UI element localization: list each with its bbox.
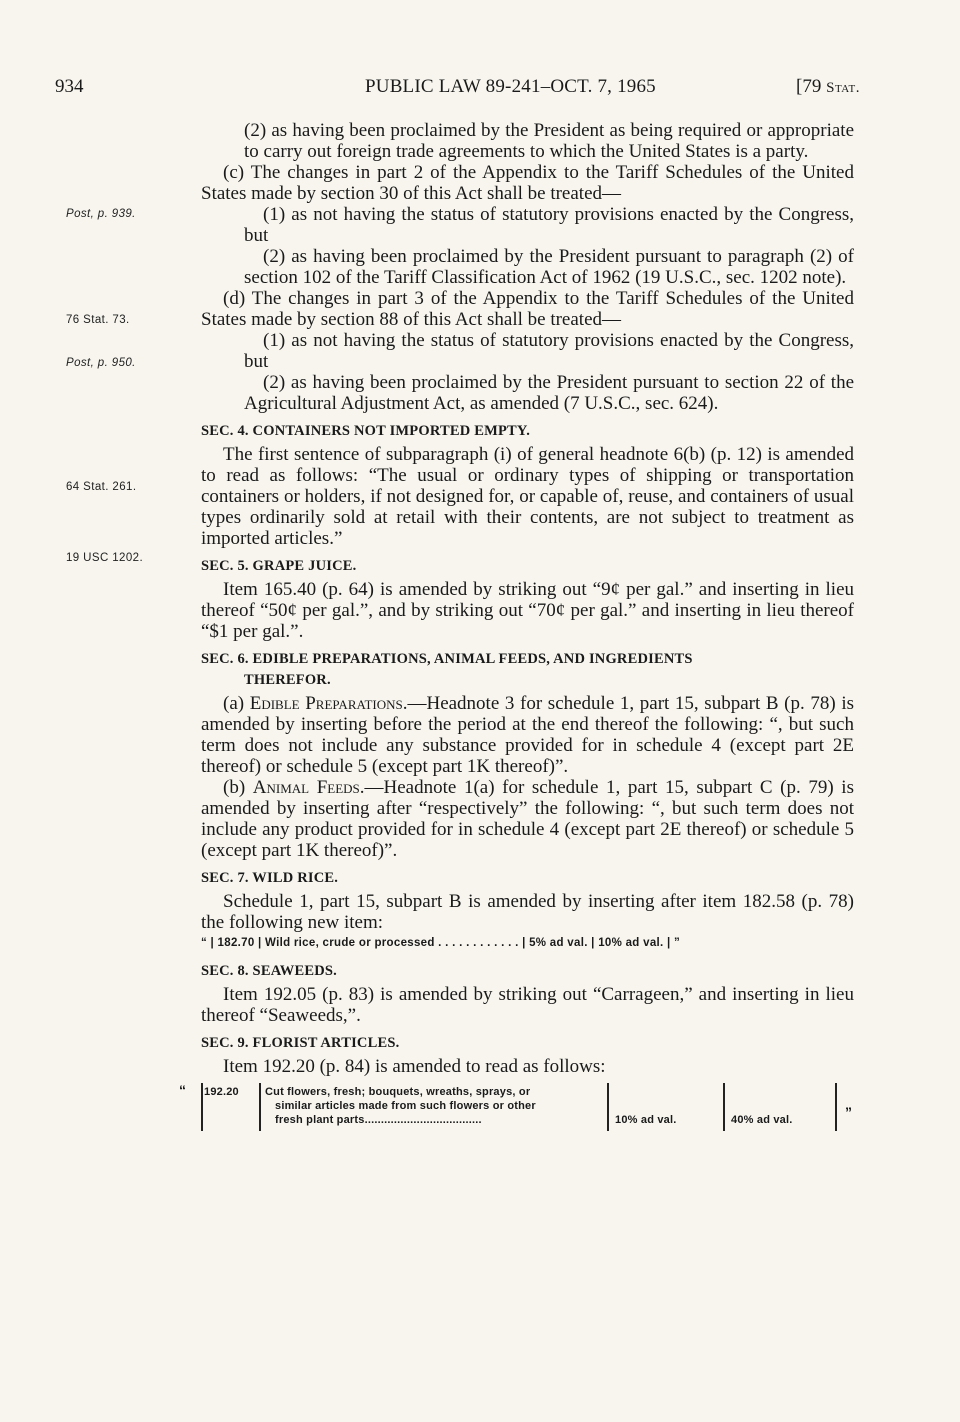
sec5-text: Item 165.40 (p. 64) is amended by striking out “9¢ per gal.” and inserting in lieu thereof “50¢ per gal.”, and by striking out “70¢ per gal.” and inserting in lieu thereof “$1 per gal.”. (201, 579, 854, 642)
margin-note-19-usc: 19 USC 1202. (66, 552, 144, 564)
sec6-a-text: —Headnote 3 for schedule 1, part 15, subpart B (p. 78) is amended by inserting before the period at the end thereof the following: “, but such term does not include any substance provided for in schedule 4 (except part 2E thereof) or schedule 5 (except part 1K thereof)”. (201, 693, 854, 777)
sec6-heading-line2: THEREFOR. (244, 672, 331, 688)
florist-items-table (179, 1082, 854, 1135)
sec8-heading: SEC. 8. SEAWEEDS. (201, 963, 337, 979)
table-rate-column2: 40% ad val. (731, 1114, 793, 1126)
sec6-heading-line1: SEC. 6. EDIBLE PREPARATIONS, ANIMAL FEEDS, AND INGREDIENTS (201, 651, 693, 667)
table-rule (723, 1083, 725, 1131)
sec6-a: (a) Edible Preparations.—Headnote 3 for schedule 1, part 15, subpart B (p. 78) is amended by inserting before the period at the end thereof the following: “, but such term does not include any substance provided for in schedule 4 (except part 2E thereof) or schedule 5 (except part 1K thereof)”. (201, 693, 854, 777)
paragraph-d-1: (1) as not having the status of statutory provisions enacted by the Congress, but (244, 330, 854, 372)
paragraph-c: (c) The changes in part 2 of the Appendix to the Tariff Schedules of the United States made by section 30 of this Act shall be treated— (201, 162, 854, 204)
table-item-number: 192.20 (204, 1086, 239, 1098)
body-text (179, 120, 854, 1135)
table-close-quote: ” (845, 1104, 853, 1120)
paragraph-d: (d) The changes in part 3 of the Appendix to the Tariff Schedules of the United States made by section 88 of this Act shall be treated— (201, 288, 854, 330)
sec6-b: (b) Animal Feeds.—Headnote 1(a) for schedule 1, part 15, subpart C (p. 79) is amended by inserting after “respectively” the following: “, but such term does not include any product provided for in schedule 4 (except part 2E thereof) or schedule 5 (except part 1K thereof)”. (201, 777, 854, 861)
table-rule (607, 1083, 609, 1131)
margin-note-post-939: Post, p. 939. (66, 208, 136, 220)
margin-note-post-950: Post, p. 950. (66, 357, 136, 369)
sec7-item-line: “ | 182.70 | Wild rice, crude or processed . . . . . . . . . . . . | 5% ad val. | 10% ad val. | ” (201, 937, 681, 949)
sec4-heading: SEC. 4. CONTAINERS NOT IMPORTED EMPTY. (201, 423, 531, 439)
sec6-b-label: Animal Feeds. (252, 777, 365, 798)
sec7-heading: SEC. 7. WILD RICE. (201, 870, 339, 886)
margin-note-76-stat: 76 Stat. 73. (66, 314, 130, 326)
sec9-heading: SEC. 9. FLORIST ARTICLES. (201, 1035, 400, 1051)
table-rate-column1: 10% ad val. (615, 1114, 677, 1126)
sec6-b-text: —Headnote 1(a) for schedule 1, part 15, subpart C (p. 79) is amended by inserting after “respectively” the following: “, but such term does not include any product provided for in schedule 4 (except part 2E thereof) or schedule 5 (except part 1K thereof)”. (201, 777, 854, 861)
sec9-text: Item 192.20 (p. 84) is amended to read as follows: (223, 1056, 606, 1077)
stat-prefix: [79 (796, 76, 827, 97)
table-description-line2: similar articles made from such flowers or other (275, 1100, 536, 1112)
sec6-a-label: Edible Preparations. (249, 693, 408, 714)
table-description-line3: fresh plant parts.................................... (275, 1114, 482, 1126)
sec4-text: The first sentence of subparagraph (i) of general headnote 6(b) (p. 12) is amended to read as follows: “The usual or ordinary types of shipping or transportation containers or holders, if not designed for, or capable of, reuse, and containers of usual types ordinarily sold at retail with their contents, are not subject to treatment as imported articles.” (201, 444, 854, 549)
sec5-heading: SEC. 5. GRAPE JUICE. (201, 558, 357, 574)
header-title: PUBLIC LAW 89-241–OCT. 7, 1965 (365, 76, 656, 97)
table-rule (259, 1083, 261, 1131)
table-description (265, 1085, 595, 1127)
margin-note-64-stat: 64 Stat. 261. (66, 481, 137, 493)
paragraph-d-2: (2) as having been proclaimed by the President pursuant to section 22 of the Agricultural Adjustment Act, as amended (7 U.S.C., sec. 624). (244, 372, 854, 414)
stat-word: Stat. (826, 80, 860, 96)
paragraph-b-2: (2) as having been proclaimed by the President as being required or appropriate to carry out foreign trade agreements to which the United States is a party. (244, 120, 854, 162)
table-rule (201, 1083, 203, 1131)
sec6-heading (201, 649, 854, 691)
running-header (55, 76, 860, 104)
page-number: 934 (55, 76, 84, 97)
sec7-text: Schedule 1, part 15, subpart B is amended by inserting after item 182.58 (p. 78) the following new item: (201, 891, 854, 933)
paragraph-c-2: (2) as having been proclaimed by the President pursuant to paragraph (2) of section 102 of the Tariff Classification Act of 1962 (19 U.S.C., sec. 1202 note). (244, 246, 854, 288)
header-stat-reference (796, 76, 860, 98)
table-description-line1: Cut flowers, fresh; bouquets, wreaths, sprays, or (265, 1086, 531, 1098)
sec8-text: Item 192.05 (p. 83) is amended by striking out “Carrageen,” and inserting in lieu thereof “Seaweeds,”. (201, 984, 854, 1026)
paragraph-c-1: (1) as not having the status of statutory provisions enacted by the Congress, but (244, 204, 854, 246)
table-open-quote: “ (179, 1082, 187, 1098)
table-rule (835, 1083, 837, 1131)
